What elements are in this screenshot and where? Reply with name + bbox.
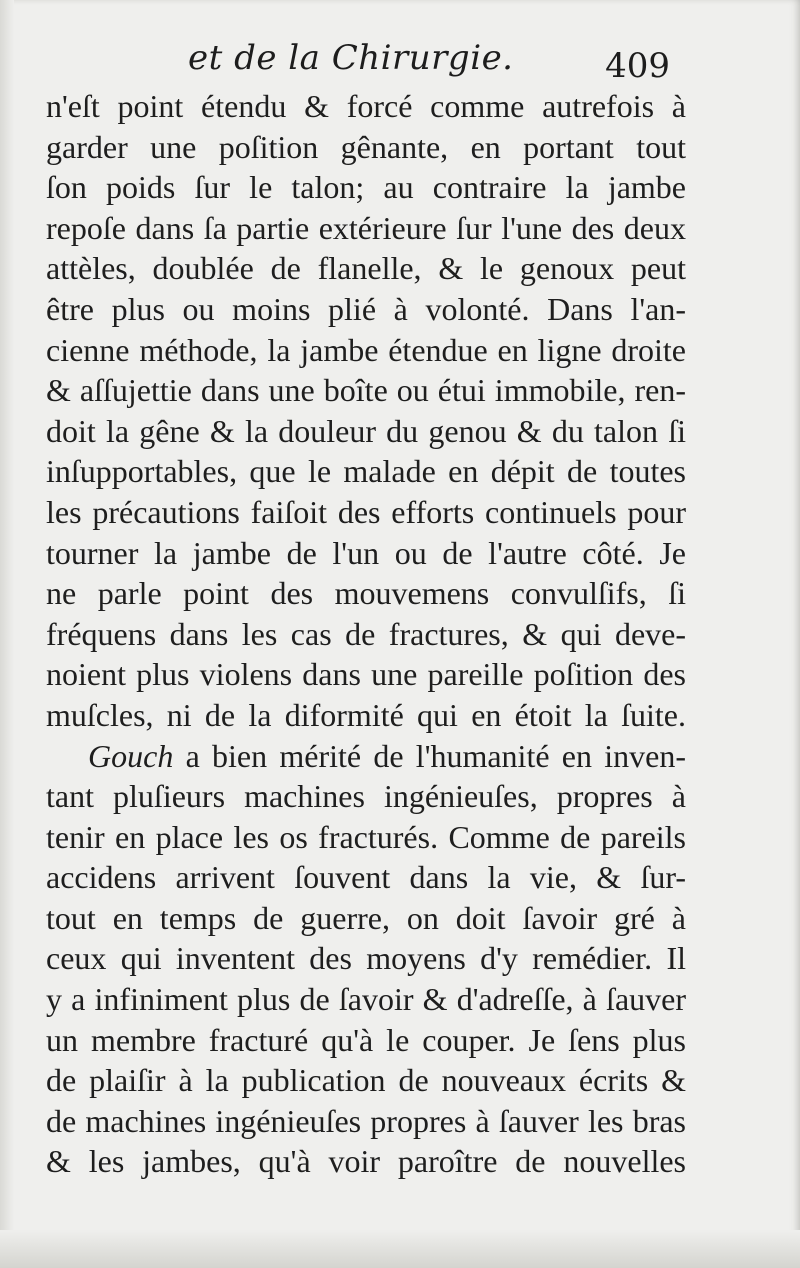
text-line: un membre fracturé qu'à le couper. Je ſens plus [46,1021,686,1058]
text-line: & les jambes, qu'à voir paroître de nouvelles [46,1143,686,1180]
text-line: garder une poſition gênante, en portant tout [46,128,686,165]
page-number: 409 [605,46,670,86]
text-line: attèles, doublée de flanelle, & le genoux peut [46,250,686,287]
text-line: inſupportables, que le malade en dépit de toutes [46,453,686,490]
text-line: être plus ou moins plié à volonté. Dans l'an- [46,290,686,327]
text-line: tourner la jambe de l'un ou de l'autre côté. Je [46,534,686,571]
running-header [46,38,690,88]
text-line: y a infiniment plus de ſavoir & d'adreſſe, à ſauver [46,981,686,1018]
page-bottom-edge [0,1230,800,1268]
text-line: fréquens dans les cas de fractures, & qui deve- [46,615,686,652]
text-line: tant pluſieurs machines ingénieuſes, propres à [46,778,686,815]
text-line: ne parle point des mouvemens convulſifs, ſi [46,575,686,612]
text-line: noient plus violens dans une pareille poſition des [46,656,686,693]
text-line: de plaiſir à la publication de nouveaux écrits & [46,1062,686,1099]
body-text [46,86,686,1182]
text-line: de machines ingénieuſes propres à ſauver les bras [46,1102,686,1139]
author-name-gouch: Gouch [88,737,174,774]
text-line: repoſe dans ſa partie extérieure ſur l'une des deux [46,209,686,246]
paragraph-opening-line [46,736,686,777]
text-line: les précautions faiſoit des efforts continuels pour [46,493,686,530]
text-line: muſcles, ni de la diformité qui en étoit la ſuite. [46,696,686,733]
text-line: tenir en place les os fracturés. Comme de pareils [46,818,686,855]
text-line-rest: a bien mérité de l'humanité en inven- [173,737,686,774]
text-line: accidens arrivent ſouvent dans la vie, & ſur- [46,859,686,896]
page-spine-shadow [0,0,14,1268]
text-line: & aſſujettie dans une boîte ou étui immobile, ren- [46,372,686,409]
text-line: tout en temps de guerre, on doit ſavoir gré à [46,899,686,936]
text-line: n'eſt point étendu & forcé comme autrefois à [46,88,686,124]
text-line: doit la gêne & la douleur du genou & du talon ſi [46,412,686,449]
text-line: ceux qui inventent des moyens d'y remédier. Il [46,940,686,977]
running-title: et de la Chirurgie. [188,38,514,78]
text-line: cienne méthode, la jambe étendue en ligne droite [46,331,686,368]
text-line: ſon poids ſur le talon; au contraire la jambe [46,169,686,206]
